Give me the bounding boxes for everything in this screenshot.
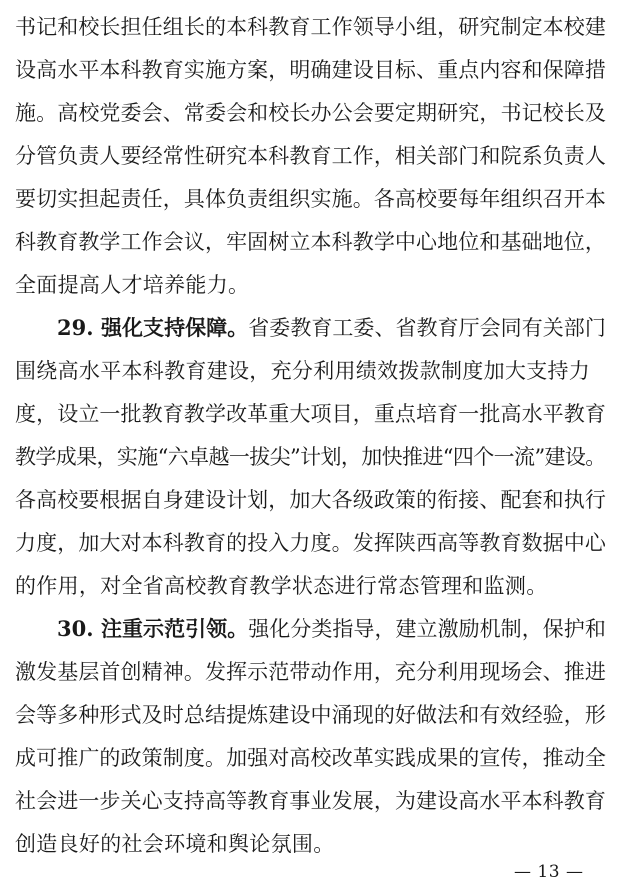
text-line: 力度，加大对本科教育的投入力度。发挥陕西高等教育数据中心 (15, 531, 606, 555)
section-first-line (57, 308, 607, 348)
text-line: 的作用，对全省高校教育教学状态进行常态管理和监测。 (15, 574, 548, 598)
text-line: 度，设立一批教育教学改革重大项目，重点培育一批高水平教育 (15, 402, 606, 426)
text-line: 教学成果，实施“六卓越一拔尖”计划，加快推进“四个一流”建设。 (15, 445, 606, 469)
text-line: 分管负责人要经常性研究本科教育工作，相关部门和院系负责人 (15, 144, 606, 168)
section-first-line (57, 609, 607, 649)
text-line: 科教育教学工作会议，牢固树立本科教学中心地位和基础地位， (15, 230, 606, 254)
text-line: 社会进一步关心支持高等教育事业发展，为建设高水平本科教育 (15, 789, 606, 813)
text-line: 创造良好的社会环境和舆论氛围。 (15, 832, 335, 856)
text-line: 围绕高水平本科教育建设，充分利用绩效拨款制度加大支持力 (15, 359, 591, 383)
text-line: 激发基层首创精神。发挥示范带动作用，充分利用现场会、推进 (15, 660, 606, 684)
text-line: 会等多种形式及时总结提炼建设中涌现的好做法和有效经验，形 (15, 703, 606, 727)
text-line: 书记和校长担任组长的本科教育工作领导小组，研究制定本校建 (15, 15, 606, 39)
section-first-line-text: 省委教育工委、省教育厅会同有关部门 (248, 316, 606, 340)
section-first-line-text: 强化分类指导，建立激励机制，保护和 (248, 617, 606, 641)
text-line: 成可推广的政策制度。加强对高校改革实践成果的宣传，推动全 (15, 746, 606, 770)
text-line: 设高水平本科教育实施方案，明确建设目标、重点内容和保障措 (15, 58, 606, 82)
section-heading: 29. 强化支持保障。 (57, 315, 249, 340)
section-heading: 30. 注重示范引领。 (57, 616, 249, 641)
page-number: — 13 — (514, 862, 584, 882)
text-line: 要切实担起责任，具体负责组织实施。各高校要每年组织召开本 (15, 187, 606, 211)
text-line: 全面提高人才培养能力。 (15, 273, 250, 297)
text-line: 施。高校党委会、常委会和校长办公会要定期研究，书记校长及 (15, 101, 606, 125)
text-line: 各高校要根据自身建设计划，加大各级政策的衔接、配套和执行 (15, 488, 606, 512)
